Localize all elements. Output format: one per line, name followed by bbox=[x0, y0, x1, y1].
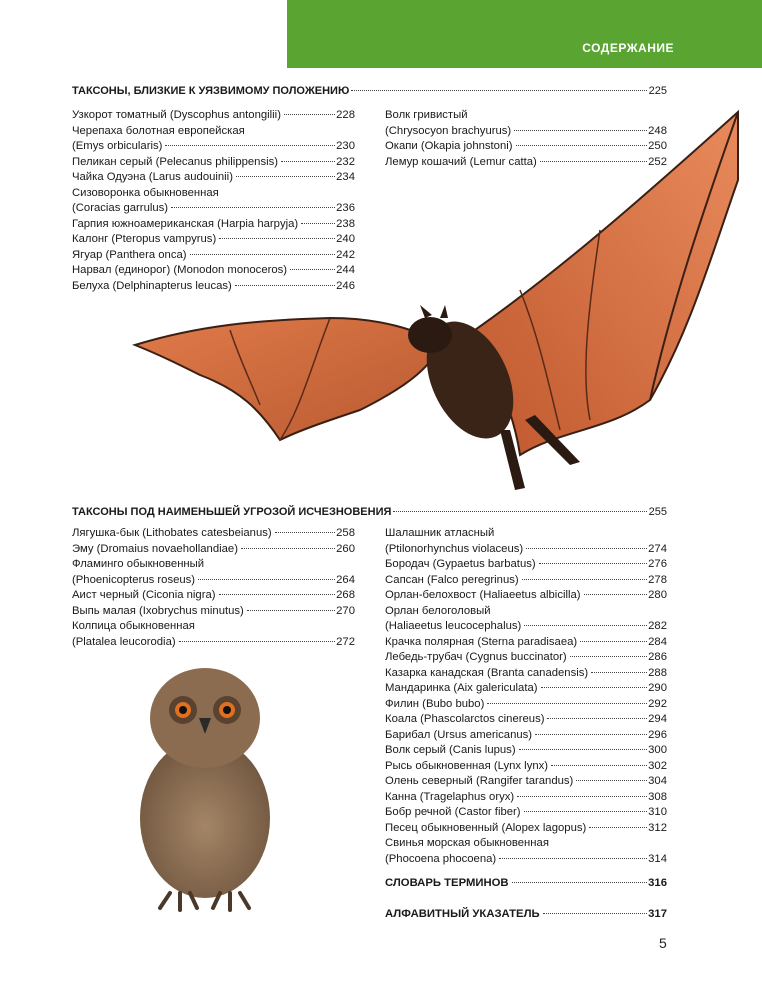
toc-entry[interactable] bbox=[72, 232, 355, 248]
toc-entry[interactable] bbox=[72, 263, 355, 279]
entry-page: 238 bbox=[336, 217, 355, 230]
toc-entry[interactable] bbox=[385, 588, 667, 604]
section-title: ТАКСОНЫ ПОД НАИМЕНЬШЕЙ УГРОЗОЙ ИСЧЕЗНОВЕНИЯ bbox=[72, 506, 392, 518]
toc-entry[interactable] bbox=[385, 774, 667, 790]
entry-name: (Phoenicopterus roseus) bbox=[72, 573, 196, 586]
dot-leader bbox=[247, 610, 335, 611]
entry-page: 246 bbox=[336, 279, 355, 292]
toc-column-left bbox=[72, 108, 355, 294]
toc-entry[interactable] bbox=[385, 805, 667, 821]
entry-name: Барибал (Ursus americanus) bbox=[385, 728, 533, 741]
dot-leader bbox=[576, 780, 647, 781]
dot-leader bbox=[535, 734, 647, 735]
entry-page: 280 bbox=[648, 589, 667, 601]
toc-entry[interactable] bbox=[385, 635, 667, 651]
entry-common-name: Волк гривистый bbox=[385, 109, 468, 121]
dot-leader bbox=[539, 563, 647, 564]
entry-page: 300 bbox=[648, 744, 667, 756]
entry-name: Белуха (Delphinapterus leucas) bbox=[72, 279, 232, 292]
entry-name: (Emys orbicularis) bbox=[72, 140, 163, 152]
entry-common-name: Свинья морская обыкновенная bbox=[385, 837, 549, 849]
entry-name: Лемур кошачий (Lemur catta) bbox=[385, 155, 537, 168]
dot-leader bbox=[580, 641, 647, 642]
entry-page: 230 bbox=[336, 140, 355, 152]
section-title: ТАКСОНЫ, БЛИЗКИЕ К УЯЗВИМОМУ ПОЛОЖЕНИЮ bbox=[72, 85, 350, 97]
toc-column-left bbox=[72, 526, 355, 650]
entry-page: 290 bbox=[648, 682, 667, 694]
entry-page: 232 bbox=[336, 155, 355, 168]
dot-leader bbox=[393, 511, 646, 512]
entry-name: (Phocoena phocoena) bbox=[385, 852, 497, 865]
entry-name: Узкорот томатный (Dyscophus antongilii) bbox=[72, 109, 281, 121]
toc-entry[interactable] bbox=[72, 217, 355, 233]
entry-page: 296 bbox=[648, 728, 667, 741]
entry-name: (Haliaeetus leucocephalus) bbox=[385, 620, 522, 632]
toc-entry[interactable] bbox=[72, 604, 355, 620]
toc-entry[interactable] bbox=[72, 279, 355, 295]
toc-entry-index[interactable] bbox=[385, 907, 667, 923]
entry-page: 272 bbox=[336, 635, 355, 648]
toc-entry[interactable] bbox=[385, 526, 667, 557]
toc-entry[interactable] bbox=[72, 124, 355, 155]
entry-name: Эму (Dromaius novaehollandiae) bbox=[72, 542, 238, 555]
entry-page: 260 bbox=[336, 542, 355, 555]
entry-common-name: Сизоворонка обыкновенная bbox=[72, 186, 219, 199]
dot-leader bbox=[570, 656, 647, 657]
entry-name: Коала (Phascolarctos cinereus) bbox=[385, 713, 545, 725]
toc-entry-glossary[interactable] bbox=[385, 876, 667, 892]
entry-page: 310 bbox=[648, 806, 667, 818]
entry-name: Рысь обыкновенная (Lynx lynx) bbox=[385, 759, 549, 772]
toc-entry[interactable] bbox=[72, 588, 355, 604]
dot-leader bbox=[551, 765, 647, 766]
dot-leader bbox=[522, 579, 647, 580]
entry-page: 312 bbox=[648, 821, 667, 834]
toc-entry[interactable] bbox=[72, 248, 355, 264]
entry-name: Волк серый (Canis lupus) bbox=[385, 744, 516, 756]
entry-name: Нарвал (единорог) (Monodon monoceros) bbox=[72, 264, 288, 276]
entry-name: Чайка Одуэна (Larus audouinii) bbox=[72, 171, 233, 183]
dot-leader bbox=[171, 207, 335, 208]
toc-entry[interactable] bbox=[385, 712, 667, 728]
entry-name: Пеликан серый (Pelecanus philippensis) bbox=[72, 155, 279, 168]
toc-entry[interactable] bbox=[72, 186, 355, 217]
entry-name: Бобр речной (Castor fiber) bbox=[385, 806, 521, 818]
entry-page: 286 bbox=[648, 651, 667, 663]
entry-page: 252 bbox=[648, 155, 667, 168]
entry-name: Бородач (Gypaetus barbatus) bbox=[385, 558, 536, 570]
dot-leader bbox=[351, 90, 646, 91]
entry-page: 276 bbox=[648, 558, 667, 570]
entry-page: 228 bbox=[336, 109, 355, 121]
entry-page: 234 bbox=[336, 171, 355, 183]
toc-entry[interactable] bbox=[385, 697, 667, 713]
entry-page: 264 bbox=[336, 573, 355, 586]
entry-name: Сапсан (Falco peregrinus) bbox=[385, 573, 519, 586]
dot-leader bbox=[543, 913, 648, 914]
entry-name: Олень северный (Rangifer tarandus) bbox=[385, 775, 574, 787]
entry-page: 317 bbox=[648, 907, 667, 920]
dot-leader bbox=[512, 882, 648, 883]
dot-leader bbox=[198, 579, 335, 580]
entry-name: Канна (Tragelaphus oryx) bbox=[385, 790, 515, 803]
dot-leader bbox=[165, 145, 335, 146]
dot-leader bbox=[540, 161, 647, 162]
dot-leader bbox=[589, 827, 647, 828]
section-heading[interactable] bbox=[72, 85, 667, 97]
toc-entry[interactable] bbox=[385, 821, 667, 837]
dot-leader bbox=[190, 254, 336, 255]
dot-leader bbox=[219, 594, 336, 595]
toc-entry[interactable] bbox=[385, 759, 667, 775]
entry-page: 308 bbox=[648, 790, 667, 803]
entry-page: 284 bbox=[648, 635, 667, 648]
entry-page: 302 bbox=[648, 759, 667, 772]
dot-leader bbox=[591, 672, 647, 673]
entry-name: Песец обыкновенный (Alopex lagopus) bbox=[385, 821, 587, 834]
entry-name: Филин (Bubo bubo) bbox=[385, 697, 485, 710]
entry-page: 292 bbox=[648, 697, 667, 710]
toc-column-right bbox=[385, 108, 667, 170]
toc-entry[interactable] bbox=[72, 526, 355, 542]
entry-page: 294 bbox=[648, 713, 667, 725]
dot-leader bbox=[584, 594, 648, 595]
dot-leader bbox=[487, 703, 647, 704]
toc-entry[interactable] bbox=[72, 619, 355, 650]
entry-name: Орлан-белохвост (Haliaeetus albicilla) bbox=[385, 589, 581, 601]
entry-page: 278 bbox=[648, 573, 667, 586]
page-number: 5 bbox=[659, 935, 667, 951]
dot-leader bbox=[526, 548, 647, 549]
entry-page: 242 bbox=[336, 248, 355, 261]
entry-name: Лягушка-бык (Lithobates catesbeianus) bbox=[72, 527, 272, 539]
entry-page: 268 bbox=[336, 589, 355, 601]
entry-name: (Platalea leucorodia) bbox=[72, 635, 176, 648]
dot-leader bbox=[517, 796, 647, 797]
entry-name: Окапи (Okapia johnstoni) bbox=[385, 140, 513, 152]
dot-leader bbox=[284, 114, 335, 115]
dot-leader bbox=[301, 223, 335, 224]
entry-page: 304 bbox=[648, 775, 667, 787]
entry-page: 282 bbox=[648, 620, 667, 632]
dot-leader bbox=[281, 161, 335, 162]
entry-page: 270 bbox=[336, 604, 355, 617]
entry-name: Аист черный (Ciconia nigra) bbox=[72, 589, 216, 601]
dot-leader bbox=[275, 532, 336, 533]
toc-entry[interactable] bbox=[72, 542, 355, 558]
entry-name: Лебедь-трубач (Cygnus buccinator) bbox=[385, 651, 567, 663]
dot-leader bbox=[235, 285, 335, 286]
toc-entry[interactable] bbox=[385, 650, 667, 666]
dot-leader bbox=[516, 145, 648, 146]
entry-common-name: Колпица обыкновенная bbox=[72, 620, 195, 632]
dot-leader bbox=[241, 548, 335, 549]
dot-leader bbox=[499, 858, 647, 859]
dot-leader bbox=[236, 176, 335, 177]
toc-entry[interactable] bbox=[385, 681, 667, 697]
entry-page: 314 bbox=[648, 852, 667, 865]
entry-page: 248 bbox=[648, 124, 667, 137]
entry-name: Ягуар (Panthera onca) bbox=[72, 248, 187, 261]
owl-chick-photo bbox=[125, 658, 285, 918]
section-page: 255 bbox=[648, 506, 667, 518]
dot-leader bbox=[514, 130, 647, 131]
toc-entry[interactable] bbox=[385, 836, 667, 867]
dot-leader bbox=[524, 811, 648, 812]
entry-page: 240 bbox=[336, 233, 355, 245]
toc-entry[interactable] bbox=[72, 170, 355, 186]
toc-entry[interactable] bbox=[385, 604, 667, 635]
dot-leader bbox=[547, 718, 647, 719]
toc-entry[interactable] bbox=[385, 108, 667, 139]
entry-common-name: Фламинго обыкновенный bbox=[72, 558, 205, 570]
entry-common-name: Орлан белоголовый bbox=[385, 604, 491, 617]
entry-name: АЛФАВИТНЫЙ УКАЗАТЕЛЬ bbox=[385, 907, 540, 920]
entry-common-name: Черепаха болотная европейская bbox=[72, 124, 245, 137]
toc-column-right bbox=[385, 526, 667, 867]
entry-name: (Coracias garrulus) bbox=[72, 202, 169, 214]
toc-entry[interactable] bbox=[385, 139, 667, 155]
toc-entry[interactable] bbox=[72, 155, 355, 171]
entry-page: 274 bbox=[648, 542, 667, 555]
entry-name: (Ptilonorhynchus violaceus) bbox=[385, 542, 524, 555]
entry-name: СЛОВАРЬ ТЕРМИНОВ bbox=[385, 877, 509, 889]
section-page: 225 bbox=[648, 85, 667, 97]
dot-leader bbox=[524, 625, 647, 626]
dot-leader bbox=[219, 238, 335, 239]
dot-leader bbox=[519, 749, 648, 750]
toc-entry[interactable] bbox=[385, 728, 667, 744]
header-title: СОДЕРЖАНИЕ bbox=[582, 41, 674, 55]
entry-page: 288 bbox=[648, 666, 667, 679]
entry-name: Крачка полярная (Sterna paradisaea) bbox=[385, 635, 578, 648]
section-heading[interactable] bbox=[72, 506, 667, 518]
entry-name: (Chrysocyon brachyurus) bbox=[385, 124, 512, 137]
entry-name: Выпь малая (Ixobrychus minutus) bbox=[72, 604, 244, 617]
toc-entry[interactable] bbox=[385, 557, 667, 573]
toc-entry[interactable] bbox=[385, 573, 667, 589]
entry-page: 250 bbox=[648, 140, 667, 152]
toc-entry[interactable] bbox=[385, 743, 667, 759]
entry-name: Мандаринка (Aix galericulata) bbox=[385, 682, 538, 694]
entry-name: Казарка канадская (Branta canadensis) bbox=[385, 666, 589, 679]
entry-name: Калонг (Pteropus vampyrus) bbox=[72, 233, 217, 245]
entry-page: 244 bbox=[336, 264, 355, 276]
toc-entry[interactable] bbox=[72, 557, 355, 588]
entry-common-name: Шалашник атласный bbox=[385, 527, 495, 539]
toc-entry[interactable] bbox=[72, 108, 355, 124]
dot-leader bbox=[290, 269, 335, 270]
dot-leader bbox=[179, 641, 336, 642]
entry-page: 316 bbox=[648, 877, 667, 889]
toc-entry[interactable] bbox=[385, 790, 667, 806]
entry-page: 236 bbox=[336, 202, 355, 214]
dot-leader bbox=[541, 687, 648, 688]
entry-page: 258 bbox=[336, 527, 355, 539]
toc-entry[interactable] bbox=[385, 155, 667, 171]
entry-name: Гарпия южноамериканская (Harpia harpyja) bbox=[72, 217, 299, 230]
toc-entry[interactable] bbox=[385, 666, 667, 682]
toc-extras bbox=[385, 876, 667, 922]
